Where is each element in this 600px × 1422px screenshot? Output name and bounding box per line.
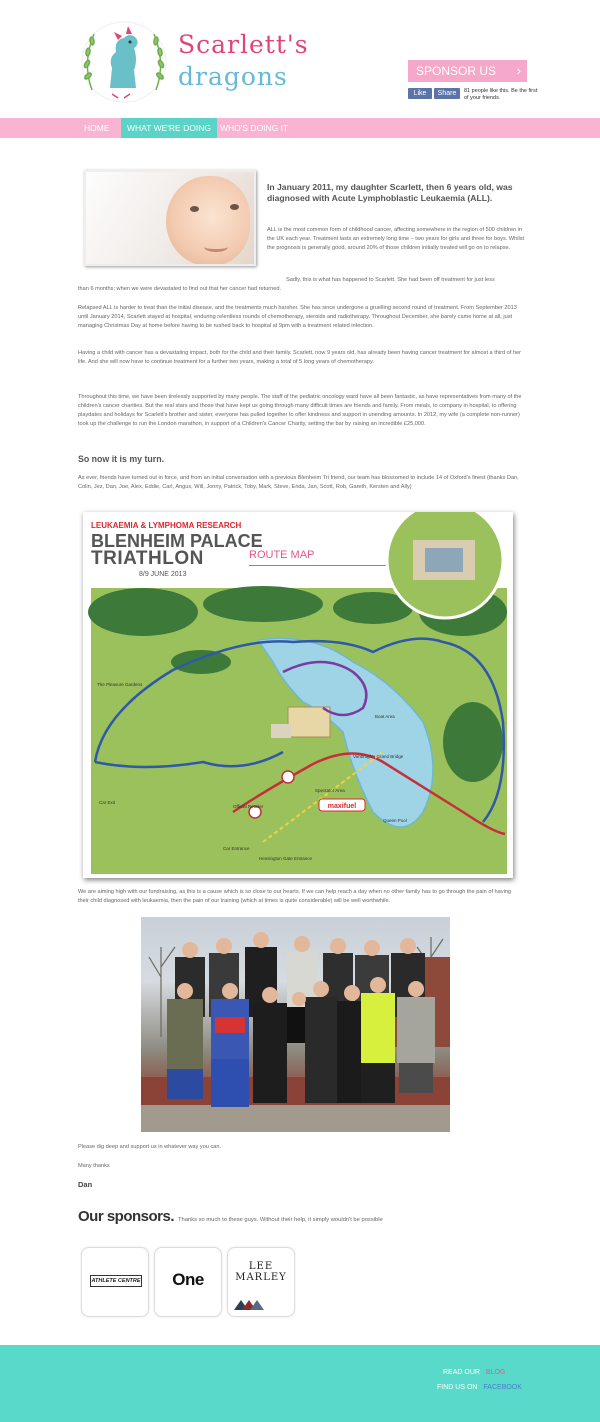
nav-item-what-were-doing[interactable]: WHAT WE'RE DOING [121, 118, 217, 138]
logo-text-dragons: dragons [178, 62, 288, 91]
signoff-name: Dan [78, 1180, 93, 1189]
footer-blog-row [443, 1369, 505, 1376]
map-label-maxifuel: maxifuel [327, 803, 357, 810]
map-label-hensington-gate: Hensington Gate Entrance [259, 856, 313, 861]
sponsor-us-button[interactable] [408, 60, 527, 82]
map-label-boat-area: Boat Area [375, 714, 395, 719]
baby-face [166, 176, 250, 266]
map-label-official-retailer: Official Retailer [233, 804, 264, 809]
sub-heading: So now it is my turn. [78, 454, 165, 464]
paragraph-9: Many thanks [78, 1163, 110, 1169]
map-label-pleasure-gardens: The Pleasure Gardens [97, 682, 143, 687]
paragraph-5: Throughout this time, we have been tirelessly supported by many people. The staff of the pediatric oncology ward have all been fantastic, as have representatives from many of the children's cancer charities. But the real stars and those that have kept us going through many difficult times are friends and family. From meals, to company in hospital, to offering playdates and holidays for Scarlett's brother and sister, everyone has pulled together to offer kindness and support in unending amounts. In 2012, my wife (a complete non-runner) took up the challenge to run the London marathon, in support of a Children's Cancer Charity, setting the bar by raising an incredible £25,000. [78, 394, 522, 427]
paragraph-3: Relapsed ALL is harder to treat than the initial disease, and the treatments much harsher. She has since undergone a gruelling second round of treatment. From September 2013 until January 2014, Scarlett stayed at hospital, enduring relentless rounds of chemotherapy, steroids and radiotherapy. Throughout December, she barely came home at all, just managing Christmas Day at home before having to be rushed back to hospital at 9pm with a treatment related infection. [78, 305, 517, 329]
footer-facebook-link[interactable]: FACEBOOK [483, 1384, 522, 1391]
footer-find-us-label: FIND US ON [437, 1384, 478, 1391]
team-illustration [141, 917, 450, 1132]
map-label-grand-bridge: Vanbrugh's Grand Bridge [353, 754, 404, 759]
chevron-right-icon: › [516, 63, 521, 78]
map-title-venue: BLENHEIM PALACE [91, 531, 263, 551]
baby-eye-right [230, 204, 239, 210]
route-map-image [83, 512, 513, 878]
header [0, 0, 600, 118]
map-label-queen-pool: Queen Pool [383, 818, 407, 823]
footer-read-our-label: READ OUR [443, 1369, 480, 1376]
intro-heading: In January 2011, my daughter Scarlett, then 6 years old, was diagnosed with Acute Lymphoblastic Leukaemia (ALL). [267, 182, 513, 203]
logo-text-scarletts: Scarlett's [178, 30, 309, 59]
map-illustration [83, 512, 513, 878]
nav-item-whos-doing-it[interactable]: WHO'S DOING IT [220, 123, 289, 133]
sponsor-lee-marley[interactable] [227, 1247, 295, 1317]
dragon-logo-icon [78, 18, 170, 104]
map-title-charity: LEUKAEMIA & LYMPHOMA RESEARCH [91, 521, 242, 530]
map-date: 8/9 JUNE 2013 [139, 571, 187, 578]
facebook-like-count: 81 people like this. Be the first of your friends. [464, 88, 538, 101]
paragraph-8: Please dig deep and support us in whatever way you can. [78, 1144, 222, 1150]
baby-photo [84, 170, 256, 266]
paragraph-2a: Sadly, this is what has happened to Scarlett. She had been off treatment for just less [286, 277, 495, 283]
map-label-spectator-area: Spectator Area [315, 788, 345, 793]
footer-facebook-row [437, 1384, 522, 1391]
site-logo[interactable] [78, 18, 318, 104]
footer-blog-link[interactable]: BLOG [485, 1369, 506, 1376]
one-logo: One [172, 1270, 204, 1289]
facebook-like-button[interactable]: Like [408, 88, 432, 99]
sponsors-title: Our sponsors. [78, 1208, 175, 1225]
paragraph-6: As ever, friends have turned out in force, and from an initial conversation with a previous Blenheim Tri friend, our team has blossomed to include 14 of Oxford's finest (thanks Dan, Colin, Jez, Dan, Joe, Alex, Eddie, Carl, Angus, Will, Jonny, Patrick, Toby, Mark, Steve, Enda, Jan, Scott, Rob, Gareth, Kersten and Ally) [78, 475, 519, 490]
map-label-car-entrance: Car Entrance [223, 846, 250, 851]
paragraph-4: Having a child with cancer has a devastating impact, both for the child and their family. Scarlett, now 9 years old, has already been having cancer treatment for almost a third of her life. And she will now have to continue treatment for a further two years, making a total of 5 long years of chemotherapy. [78, 350, 521, 365]
footer [0, 1345, 600, 1422]
nav-item-home[interactable]: HOME [84, 123, 110, 133]
main-nav [0, 118, 600, 138]
paragraph-1: ALL is the most common form of childhood cancer, affecting somewhere in the region of 500 children in the UK each year. Treatment lasts an extremely long time – two years for girls and three for boys. Whilst the prognosis is generally good, around 20% of those children initially treated will go on to relapse. [267, 227, 525, 251]
facebook-like-widget [408, 88, 538, 106]
mountain-icon [234, 1298, 264, 1310]
baby-eye-left [190, 206, 199, 212]
sponsor-us-label: SPONSOR US [416, 64, 497, 78]
facebook-share-button[interactable]: Share [434, 88, 460, 99]
map-label-car-exit: Car Exit [99, 800, 116, 805]
lee-marley-logo-line2: MARLEY [235, 1272, 287, 1283]
sponsor-athlete-centre[interactable] [81, 1247, 149, 1317]
baby-smile [204, 242, 228, 252]
paragraph-7: We are aiming high with our fundraising, as this is a cause which is so close to our hearts. If we can help reach a day when no other family has to go through the pain of having their child diagnosed with leukaemia, then the pain of our training (which at times is quite considerable) will be well worthwhile. [78, 889, 512, 904]
sponsor-one[interactable] [154, 1247, 222, 1317]
lee-marley-logo-line1: LEE [248, 1261, 274, 1272]
team-photo [141, 917, 450, 1132]
paragraph-2b: than 6 months; when we were devastated to find out that her cancer had returned. [78, 286, 282, 292]
athlete-centre-logo: ATHLETE CENTRE [90, 1275, 142, 1287]
map-title-event: TRIATHLON [91, 548, 204, 569]
map-route-label: ROUTE MAP [249, 549, 315, 561]
sponsors-subtitle: Thanks so much to these guys. Without their help, it simply wouldn't be possible [178, 1217, 383, 1223]
